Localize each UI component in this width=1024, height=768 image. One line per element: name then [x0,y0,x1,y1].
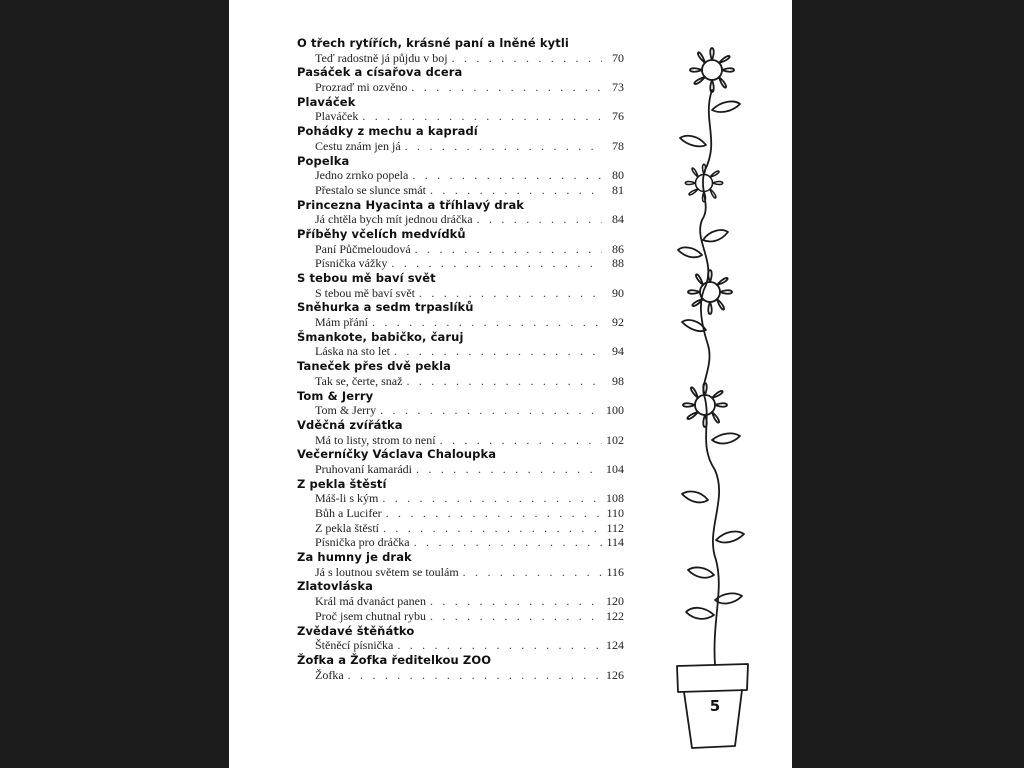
dot-leader [415,242,602,257]
toc-entry [297,462,624,477]
toc-section-title: Příběhy včelích medvídků [297,226,466,241]
toc-entry [297,565,624,580]
dot-leader [477,212,602,227]
toc-entry-title: Plaváček [315,109,359,124]
dot-leader [382,491,602,506]
toc-entry [297,315,624,330]
toc-entry [297,183,624,198]
toc-section-title: Pasáček a císařova dcera [297,65,463,80]
toc-entry-page: 80 [612,168,624,183]
toc-entry [297,609,624,624]
toc-entry-title: Král má dvanáct panen [315,594,426,609]
toc-section-title: Vděčná zvířátka [297,417,403,432]
dot-leader [430,609,602,624]
toc-section-title: Za humny je drak [297,550,412,565]
toc-section-title: Žofka a Žofka ředitelkou ZOO [297,652,492,667]
dot-leader [380,403,602,418]
toc-entry-page: 92 [612,315,624,330]
toc-entry-page: 70 [612,50,624,65]
dot-leader [414,535,602,550]
toc-entry-page: 104 [606,461,624,476]
toc-entry-title: Prozraď mi ozvěno [315,80,408,95]
toc-entry [297,109,624,124]
dot-leader [386,506,602,521]
toc-entry-title: Má to listy, strom to není [315,432,436,447]
toc-entry-title: Písnička pro dráčka [315,535,410,550]
toc-section-title: Zvědavé štěňátko [297,623,415,638]
toc-entry-title: Z pekla štěstí [315,520,379,535]
dot-leader [391,256,602,271]
dot-leader [419,286,602,301]
toc-section-title: Zlatovláska [297,579,373,594]
dot-leader [397,638,602,653]
dot-leader [394,344,602,359]
toc-entry-page: 100 [606,403,624,418]
toc-entry-page: 94 [612,344,624,359]
toc-entry-title: Jedno zrnko popela [315,168,409,183]
dot-leader [463,565,602,580]
toc-entry [297,374,624,389]
dot-leader [383,521,602,536]
toc-entry [297,80,624,95]
table-of-contents [297,36,624,682]
toc-entry-page: 81 [612,182,624,197]
toc-entry [297,638,624,653]
dot-leader [416,462,602,477]
toc-entry-title: Paní Půčmeloudová [315,241,411,256]
toc-entry-page: 126 [606,667,624,682]
toc-section-title: O třech rytířích, krásné paní a lněné kytli [297,36,569,50]
toc-entry-title: Mám přání [315,315,368,330]
toc-section-title: Princezna Hyacinta a tříhlavý drak [297,197,525,212]
toc-entry-title: Láska na sto let [315,344,390,359]
toc-entry-page: 120 [606,594,624,609]
toc-entry-page: 78 [612,138,624,153]
toc-entry-title: Teď radostně já půjdu v boj [315,50,448,65]
toc-section-title: Z pekla štěstí [297,476,387,491]
toc-entry-title: Já chtěla bych mít jednou dráčka [315,212,473,227]
toc-entry [297,668,624,683]
toc-entry-title: Bůh a Lucifer [315,506,382,520]
toc-section-title: Šmankote, babičko, čaruj [297,329,464,344]
toc-entry [297,51,624,66]
toc-section-title: Tom & Jerry [297,388,374,403]
toc-entry [297,242,624,257]
toc-entry-title: Já s loutnou světem se toulám [315,564,459,579]
toc-entry-page: 116 [606,564,624,579]
toc-entry-title: Proč jsem chutnal rybu [315,608,426,623]
toc-entry-title: Máš-li s kým [315,491,379,506]
page-number: 5 [709,697,721,715]
toc-entry [297,506,624,521]
toc-entry-page: 122 [606,608,624,623]
dot-leader [348,668,602,683]
dot-leader [412,168,602,183]
toc-entry [297,521,624,536]
toc-entry-page: 110 [606,506,624,520]
toc-section-title: Popelka [297,153,350,168]
toc-entry-page: 124 [606,638,624,653]
dot-leader [411,80,602,95]
toc-section-title: Taneček přes dvě pekla [297,359,452,374]
dot-leader [430,594,602,609]
toc-entry-title: Přestalo se slunce smát [315,182,426,197]
toc-section-title: S tebou mě baví svět [297,271,436,285]
toc-entry [297,168,624,183]
dot-leader [406,374,602,389]
toc-entry-title: S tebou mě baví svět [315,285,415,300]
dot-leader [452,51,602,66]
dot-leader [362,109,602,124]
toc-entry-page: 90 [612,285,624,300]
toc-section-title: Plaváček [297,94,356,109]
toc-entry-title: Štěněcí písnička [315,638,394,653]
toc-entry-title: Žofka [315,667,344,682]
toc-entry-page: 86 [612,241,624,256]
toc-entry [297,403,624,418]
toc-entry-page: 112 [606,520,624,535]
dot-leader [372,315,602,330]
flower-vine-illustration [672,30,772,750]
toc-entry-title: Písnička vážky [315,256,388,271]
toc-entry [297,594,624,609]
toc-entry [297,433,624,448]
toc-entry-title: Cestu znám jen já [315,138,401,153]
toc-entry [297,286,624,301]
toc-entry-title: Pruhovaní kamarádi [315,461,412,476]
toc-entry-title: Tom & Jerry [315,403,377,418]
dot-leader [440,433,602,448]
toc-entry-page: 108 [606,491,624,506]
toc-section-title: Pohádky z mechu a kapradí [297,124,478,139]
toc-entry-page: 88 [612,256,624,271]
toc-entry-title: Tak se, čerte, snaž [315,373,403,388]
toc-entry-page: 102 [606,432,624,447]
toc-entry [297,139,624,154]
toc-entry [297,256,624,271]
dot-leader [405,139,602,154]
toc-section-title: Sněhurka a sedm trpaslíků [297,300,474,315]
toc-entry [297,212,624,227]
toc-entry [297,344,624,359]
toc-entry-page: 73 [612,80,624,95]
toc-entry-page: 114 [606,535,624,550]
dot-leader [430,183,602,198]
toc-section-title: Večerníčky Václava Chaloupka [297,447,497,462]
toc-entry-page: 76 [612,109,624,124]
toc-entry-page: 84 [612,212,624,227]
toc-entry [297,491,624,506]
toc-entry [297,535,624,550]
toc-entry-page: 98 [612,373,624,388]
